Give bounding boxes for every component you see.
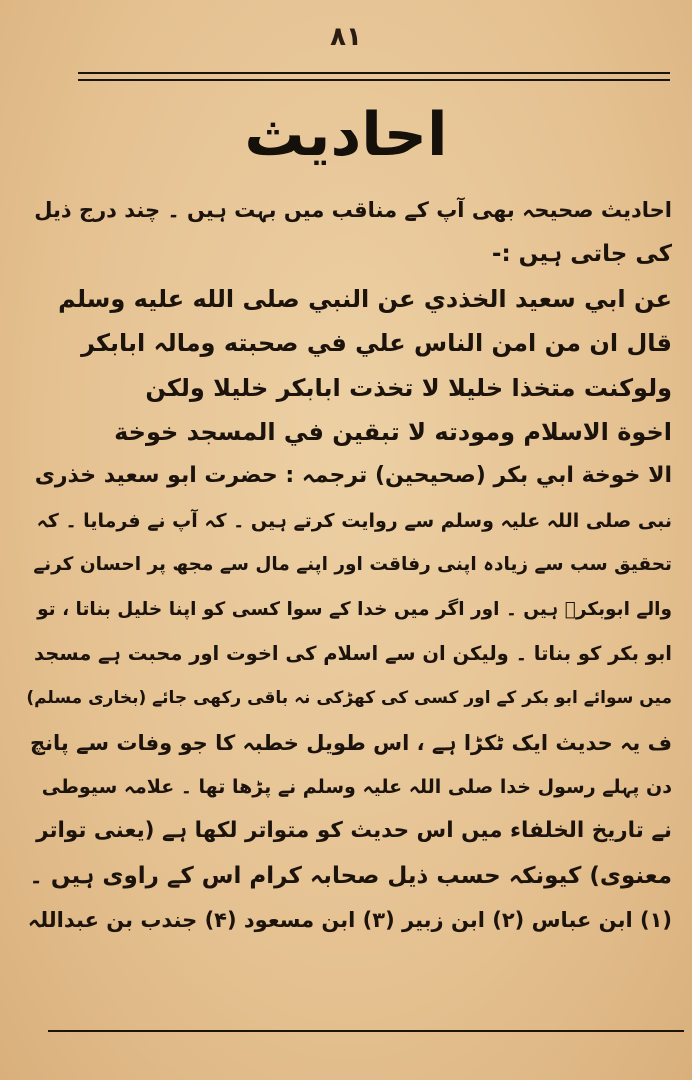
arabic-text-line: عن ابي سعيد الخذدي عن النبي صلى الله عليه وسلم xyxy=(58,284,672,313)
text-line: دن پہلے رسول خدا صلی اللہ علیہ وسلم نے پڑھا تھا ۔ علامہ سیوطی xyxy=(41,776,672,799)
text-line: نبی صلی اللہ علیہ وسلم سے روایت کرتے ہیں ۔ کہ آپ نے فرمایا ۔ کہ xyxy=(36,509,672,532)
text-line: ابو بکر کو بناتا ۔ ولیکن ان سے اسلام کی اخوت اور محبت ہے مسجد xyxy=(34,641,672,665)
footer-rule xyxy=(48,1030,684,1032)
header-rule-lower xyxy=(78,79,670,81)
body-text xyxy=(26,188,672,943)
header-rule-upper xyxy=(78,72,670,74)
text-line: نے تاریخ الخلفاء میں اس حدیث کو متواتر لکھا ہے (یعنی تواتر xyxy=(36,818,672,844)
text-line: تحقیق سب سے زیادہ اپنی رفاقت اور اپنے مال سے مجھ پر احسان کرنے xyxy=(33,554,672,576)
arabic-text-line: اخوة الاسلام ومودته لا تبقين في المسجد خوخة xyxy=(114,417,672,446)
page-number: ۸۱ xyxy=(330,22,362,52)
section-heading: احادیث xyxy=(244,100,448,170)
text-line: معنوی) کیونکہ حسب ذیل صحابہ کرام اس کے راوی ہیں ۔ xyxy=(29,862,672,889)
text-line: احادیث صحیحہ بھی آپ کے مناقب میں بہت ہیں ۔ چند درج ذیل xyxy=(34,198,672,222)
text-line: کی جاتی ہیں :- xyxy=(491,241,672,268)
note-line: ف یہ حدیث ایک ٹکڑا ہے ، اس طویل خطبہ کا جو وفات سے پانچ xyxy=(29,730,672,755)
arabic-text-line: الا خوخة ابي بكر (صحيحين) ترجمہ : حضرت ابو سعید خذری xyxy=(34,463,672,489)
narrators-list-line: (۱) ابن عباس (۲) ابن زبیر (۳) ابن مسعود (۴) جندب بن عبداللہ xyxy=(27,908,672,933)
arabic-text-line: قال ان من امن الناس علي في صحبته ومالہ ابابکر xyxy=(81,329,672,358)
text-line: والے ابوبکرؓ ہیں ۔ اور اگر میں خدا کے سوا کسی کو اپنا خلیل بناتا ، تو xyxy=(37,598,672,620)
arabic-text-line: ولوكنت متخذا خليلا لا تخذت ابابكر خليلا ولكن xyxy=(145,373,672,402)
text-line: میں سوائے ابو بکر کے اور کسی کی کھڑکی نہ باقی رکھی جائے (بخاری مسلم) xyxy=(26,688,672,709)
